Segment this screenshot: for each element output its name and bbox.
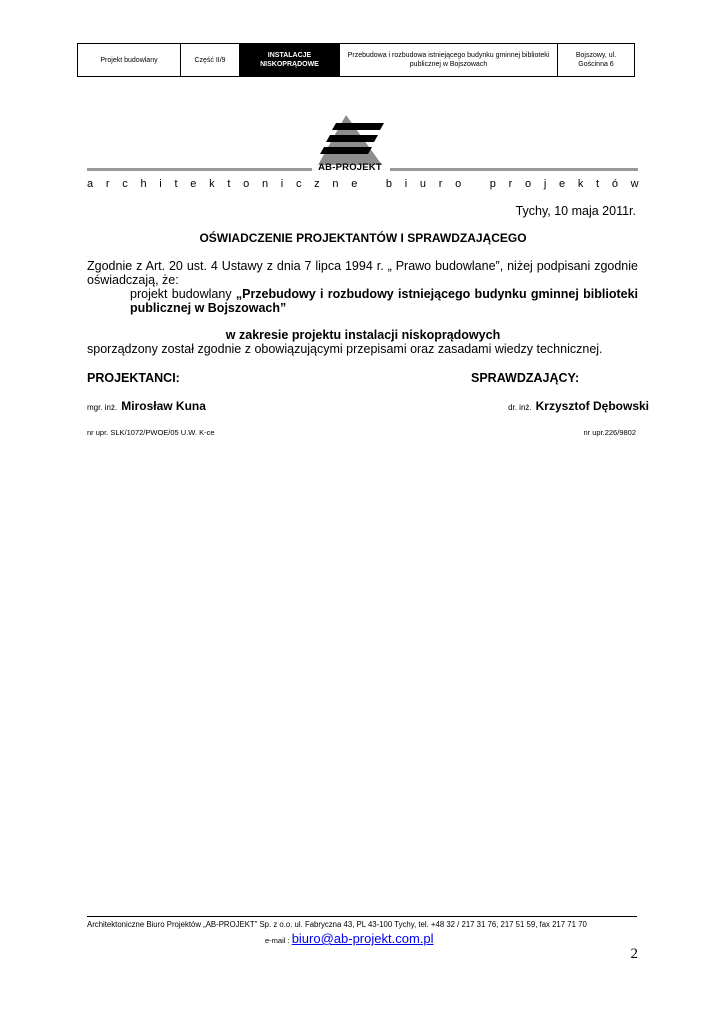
designer-license: nr upr. SLK/1072/PWOE/05 U.W. K-ce xyxy=(87,428,215,437)
tagline-char: t xyxy=(174,178,178,190)
project-paragraph xyxy=(130,287,638,315)
tagline-char: ó xyxy=(611,178,618,190)
tagline-char: r xyxy=(438,178,443,190)
tagline-char: k xyxy=(209,178,215,190)
logo-rule-left xyxy=(87,168,312,171)
tagline-char: n xyxy=(261,178,269,190)
project-name: „Przebudowy i rozbudowy istniejącego budynku gminnej biblioteki publicznej w Bojszowach” xyxy=(130,287,638,315)
tagline-char: i xyxy=(280,178,284,190)
tagline-char: w xyxy=(630,178,639,190)
tagline-char: c xyxy=(122,178,128,190)
designer-signature xyxy=(87,399,206,413)
tagline-char xyxy=(370,178,373,190)
designer-name: Mirosław Kuna xyxy=(121,399,206,413)
tagline-char: n xyxy=(332,178,339,190)
designer-title: mgr. inż. xyxy=(87,403,118,412)
footer-email xyxy=(265,931,434,946)
part-cell: Część II/9 xyxy=(181,44,240,76)
tagline-char: r xyxy=(105,178,110,190)
footer-rule xyxy=(87,916,637,917)
project-cell: Przebudowa i rozbudowa istniejącego budynku gminnej biblioteki publicznej w Bojszowach xyxy=(340,44,558,76)
tagline-char: r xyxy=(508,178,513,190)
project-prefix: projekt budowlany xyxy=(130,287,236,301)
tagline-char: o xyxy=(243,178,250,190)
tagline-char: j xyxy=(543,178,547,190)
document-title: OŚWIADCZENIE PROJEKTANTÓW I SPRAWDZAJĄCEGO xyxy=(199,231,527,245)
email-link[interactable]: biuro@ab-projekt.com.pl xyxy=(291,931,434,946)
tagline-char: i xyxy=(404,178,408,190)
checker-name: Krzysztof Dębowski xyxy=(535,399,649,413)
tagline-char: e xyxy=(190,178,197,190)
tagline-char: o xyxy=(524,178,532,190)
tagline-char: k xyxy=(577,178,584,190)
checkers-label: SPRAWDZAJĄCY: xyxy=(471,371,580,385)
checker-title: dr. inż. xyxy=(508,403,532,412)
document-date: Tychy, 10 maja 2011r. xyxy=(515,204,636,218)
location-cell: Bojszowy, ul. Gościnna 6 xyxy=(575,52,617,68)
tagline-char: b xyxy=(385,178,392,190)
tagline-char: p xyxy=(489,178,496,190)
tagline-char: e xyxy=(558,178,566,190)
footer-address: Architektoniczne Biuro Projektów „AB-PROJEKT” Sp. z o.o. ul. Fabryczna 43, PL 43-100 Tychy, tel. +48 32 / 217 31 76, 217 51 59, fax 217 71 70 xyxy=(87,920,587,929)
tagline-char: t xyxy=(596,178,600,190)
statement-line: sporządzony został zgodnie z obowiązującymi przepisami oraz zasadami wiedzy technicznej. xyxy=(87,342,603,356)
doc-type-cell: Projekt budowlany xyxy=(78,44,181,76)
page-number: 2 xyxy=(630,946,638,962)
tagline-char: o xyxy=(455,178,462,190)
tagline-char: a xyxy=(87,178,94,190)
tagline-char: e xyxy=(351,178,358,190)
tagline-char: t xyxy=(227,178,231,190)
logo-name: AB-PROJEKT xyxy=(318,162,382,173)
header-table xyxy=(77,43,635,77)
tagline-char: c xyxy=(295,178,302,190)
checker-signature xyxy=(508,399,649,413)
section-cell: INSTALACJE NISKOPRĄDOWE xyxy=(240,44,340,76)
checker-license: nr upr.226/9802 xyxy=(583,428,636,437)
logo-tagline xyxy=(87,178,639,190)
tagline-char: u xyxy=(419,178,426,190)
tagline-char: z xyxy=(314,178,320,190)
tagline-char xyxy=(474,178,477,190)
tagline-char: h xyxy=(140,178,147,190)
intro-paragraph: Zgodnie z Art. 20 ust. 4 Ustawy z dnia 7 lipca 1994 r. „ Prawo budowlane”, niżej podpisani zgodnie oświadczają, że: xyxy=(87,259,638,287)
designers-label: PROJEKTANCI: xyxy=(87,371,180,385)
scope-line: w zakresie projektu instalacji niskoprądowych xyxy=(225,328,501,342)
logo-rule-right xyxy=(390,168,638,171)
email-label: e-mail : xyxy=(265,936,290,945)
tagline-char: i xyxy=(159,178,162,190)
